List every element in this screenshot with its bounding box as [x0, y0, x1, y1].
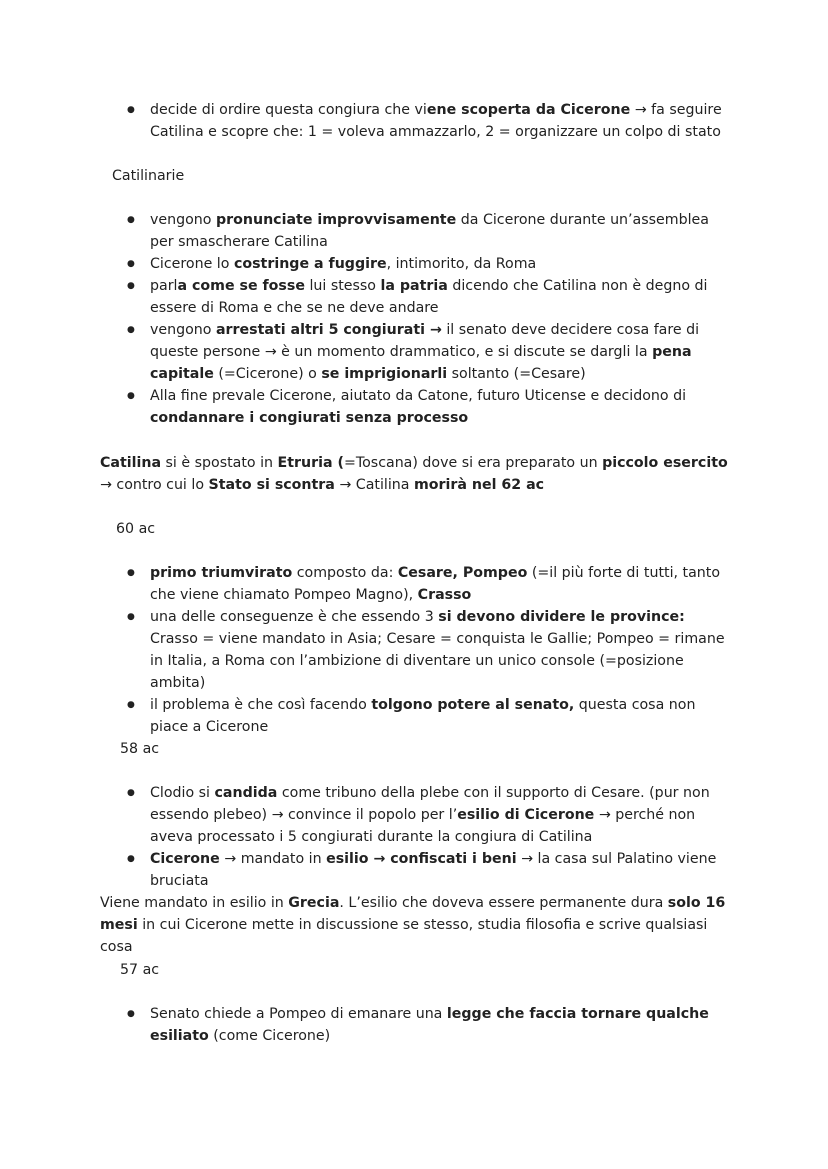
text: → mandato in: [219, 851, 327, 867]
text: , intimorito, da Roma: [386, 256, 537, 272]
text: il senato deve decidere cosa fare di queste persone → è un momento drammatico, e si discute se dargli la: [150, 322, 700, 360]
bold-text: Cicerone: [150, 851, 220, 867]
bold-text: a come se fosse: [177, 278, 305, 294]
text: Cicerone lo: [150, 256, 234, 272]
text: come tribuno della plebe con il supporto di Cesare. (pur non essendo plebeo) → convince il popolo per l’: [150, 785, 710, 823]
text: Crasso = viene mandato in Asia; Cesare = conquista le Gallie; Pompeo = rimane in Italia, a Roma con l’ambizione di diventare un unico console (=posizione ambita): [150, 631, 725, 691]
text: lui stesso: [304, 278, 381, 294]
bullet-list: [127, 209, 737, 429]
bold-text: tolgono potere al senato,: [371, 697, 575, 713]
list-item: [127, 209, 737, 253]
text: decide di ordire questa congiura che vi: [150, 102, 427, 118]
bullet-list: [127, 562, 737, 738]
text: vengono: [150, 212, 216, 228]
text: (=Cicerone) o: [213, 366, 322, 382]
bullet-list: [127, 782, 737, 892]
bold-text: legge che faccia tornare qualche esiliato: [150, 1006, 709, 1044]
bold-text: pronunciate improvvisamente: [215, 212, 457, 228]
bold-text: si devono dividere le province:: [438, 609, 685, 625]
list-item: [127, 782, 737, 848]
text: una delle conseguenze è che essendo 3: [150, 609, 439, 625]
bold-text: Cesare, Pompeo: [397, 565, 528, 581]
text: da Cicerone durante un’assemblea per smascherare Catilina: [150, 212, 709, 250]
list-item: [127, 253, 737, 275]
bold-text: costringe a fuggire: [233, 256, 387, 272]
list-item: [127, 275, 737, 319]
bold-text: morirà nel 62 ac: [413, 477, 545, 493]
text: → Catilina: [334, 477, 414, 493]
bold-text: pena capitale: [150, 344, 692, 382]
section-heading-57-ac: 57 ac: [120, 962, 160, 978]
bold-text: esilio → confiscati i beni: [326, 851, 517, 867]
bold-text: Catilina: [100, 455, 162, 471]
text: → fa seguire Catilina e scopre che: 1 = voleva ammazzarlo, 2 = organizzare un colpo di stato: [150, 102, 722, 140]
text: → la casa sul Palatino viene bruciata: [150, 851, 717, 889]
text: questa cosa non piace a Cicerone: [150, 697, 696, 735]
list-item: [127, 562, 737, 606]
section-heading-58-ac: 58 ac: [120, 741, 160, 757]
text: =Toscana) dove si era preparato un: [343, 455, 603, 471]
section-heading-catilinarie: Catilinarie: [112, 168, 185, 184]
text: si è spostato in: [161, 455, 278, 471]
list-item: [127, 848, 737, 892]
text: Viene mandato in esilio in: [100, 895, 289, 911]
bold-text: condannare i congiurati senza processo: [150, 410, 469, 426]
list-item: [127, 1003, 737, 1047]
text: (come Cicerone): [208, 1028, 331, 1044]
list-item: [127, 385, 737, 429]
text: in cui Cicerone mette in discussione se stesso, studia filosofia e scrive qualsiasi cosa: [100, 917, 708, 955]
bold-text: la patria: [380, 278, 448, 294]
text: Senato chiede a Pompeo di emanare una: [150, 1006, 447, 1022]
text: (=il più forte di tutti, tanto che viene chiamato Pompeo Magno),: [150, 565, 721, 603]
bold-text: se imprigionarli: [321, 366, 448, 382]
text: vengono: [150, 322, 216, 338]
text: parl: [150, 278, 178, 294]
list-item: [127, 319, 737, 385]
bold-text: primo triumvirato: [150, 565, 293, 581]
text: → perché non aveva processato i 5 congiurati durante la congiura di Catilina: [150, 807, 696, 845]
bold-text: arrestati altri 5 congiurati →: [215, 322, 442, 338]
text: → contro cui lo: [100, 477, 209, 493]
list-item: [127, 606, 737, 694]
paragraph: [100, 452, 740, 496]
text: composto da:: [292, 565, 398, 581]
bold-text: esilio di Cicerone: [457, 807, 595, 823]
bold-text: Crasso: [417, 587, 472, 603]
list-item: [127, 694, 737, 738]
text: . L’esilio che doveva essere permanente dura: [339, 895, 668, 911]
text: Clodio si: [150, 785, 215, 801]
bullet-list: [127, 99, 737, 143]
paragraph: [100, 892, 740, 958]
bullet-list: [127, 1003, 737, 1047]
section-heading-60-ac: 60 ac: [116, 521, 156, 537]
bold-text: Etruria (: [277, 455, 344, 471]
bold-text: candida: [214, 785, 278, 801]
bold-text: piccolo esercito: [602, 455, 728, 471]
bold-text: ene scoperta da Cicerone: [426, 102, 631, 118]
text: Alla fine prevale Cicerone, aiutato da Catone, futuro Uticense e decidono di: [150, 388, 687, 404]
bold-text: Stato si scontra: [208, 477, 335, 493]
list-item: [127, 99, 737, 143]
bold-text: Grecia: [288, 895, 340, 911]
text: dicendo che Catilina non è degno di essere di Roma e che se ne deve andare: [150, 278, 708, 316]
text: soltanto (=Cesare): [447, 366, 586, 382]
text: il problema è che così facendo: [150, 697, 372, 713]
bold-text: solo 16 mesi: [100, 895, 726, 933]
